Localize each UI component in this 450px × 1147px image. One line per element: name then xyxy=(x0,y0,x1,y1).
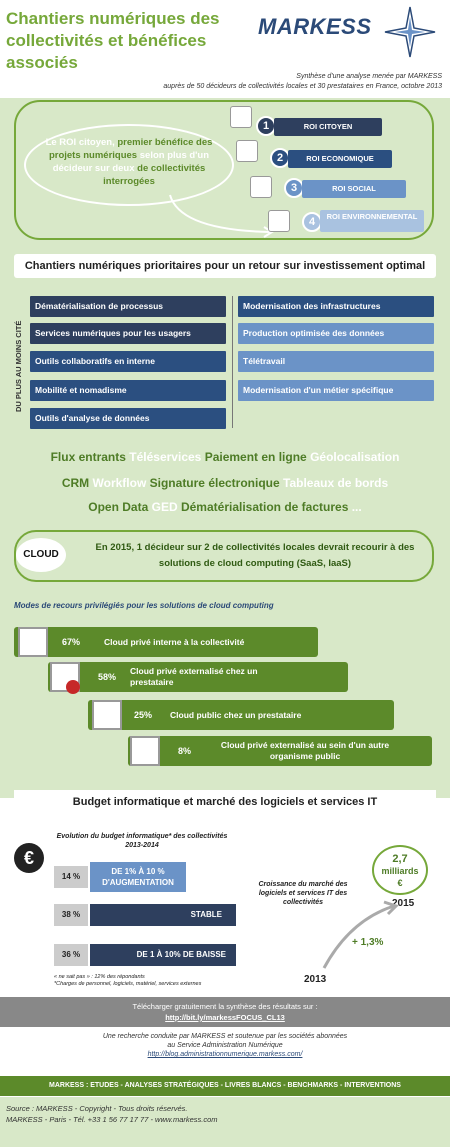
cloud-mode-label-2: Cloud privé externalisé chez un prestataire xyxy=(130,666,258,687)
roi-num-2: 2 xyxy=(270,148,290,168)
roi-social-icon xyxy=(250,176,272,198)
kw-paiement: Paiement en ligne xyxy=(204,450,307,464)
chantier-left-4: Mobilité et nomadisme xyxy=(30,380,226,401)
column-divider xyxy=(232,296,233,428)
budget-evo-title: Evolution du budget informatique* des collectivités 2013-2014 xyxy=(56,833,228,849)
budget-pct-3: 36 % xyxy=(54,944,88,966)
roi-economique-icon xyxy=(236,140,258,162)
ranking-side-label: DU PLUS AU MOINS CITÉ xyxy=(14,320,23,412)
roi-num-1: 1 xyxy=(256,116,276,136)
kw-workflow: Workflow xyxy=(92,476,147,490)
kw-opendata: Open Data xyxy=(88,500,149,514)
kw-ged: GED xyxy=(151,500,178,514)
growth-arrow-icon xyxy=(320,900,400,972)
roi-bar-environnemental: ROI ENVIRONNEMENTAL xyxy=(320,210,424,232)
research-line1: Une recherche conduite par MARKESS et soutenue par les sociétés abonnées xyxy=(102,1033,348,1040)
cloud-mode-label-3: Cloud public chez un prestataire xyxy=(170,710,302,720)
download-link[interactable]: http://bit.ly/markessFOCUS_CL13 xyxy=(165,1013,285,1022)
kw-teleservices: Téléservices xyxy=(129,450,202,464)
no-entry-icon xyxy=(66,680,80,694)
source-line1: Source : MARKESS - Copyright - Tous droits réservés. xyxy=(6,1104,188,1113)
keywords-line-1 xyxy=(10,446,440,468)
roi-bar-economique: ROI ECONOMIQUE xyxy=(288,150,392,168)
kw-ellipsis: ... xyxy=(351,500,362,514)
source-line2: MARKESS - Paris - Tél. +33 1 56 77 17 77 - www.markess.com xyxy=(6,1115,218,1124)
kw-crm: CRM xyxy=(61,476,90,490)
growth-title: Croissance du marché des logiciels et services IT des collectivités xyxy=(258,881,348,906)
cloud-mode-label-4: Cloud privé externalisé au sein d'un autre organisme public xyxy=(220,740,390,761)
cloud-mode-pct-4: 8% xyxy=(178,746,192,756)
chantier-right-4: Modernisation d'un métier spécifique xyxy=(238,380,434,401)
synthese-line1: Synthèse d'une analyse menée par MARKESS xyxy=(296,73,442,80)
chantier-right-1: Modernisation des infrastructures xyxy=(238,296,434,317)
cloud-statement: En 2015, 1 décideur sur 2 de collectivités locales devrait recourir à des solutions de cloud computing (SaaS, IaaS) xyxy=(95,542,415,569)
note-2: *Charges de personnel, logiciels, matériel, services externes xyxy=(54,981,202,987)
research-line2: au Service Administration Numérique xyxy=(167,1042,283,1049)
server-icon xyxy=(92,700,122,730)
kw-signature: Signature électronique xyxy=(149,476,280,490)
growth-rate: + 1,3% xyxy=(352,937,384,948)
budget-bar-3: DE 1 À 10% DE BAISSE xyxy=(90,944,236,966)
euro-icon: € xyxy=(14,843,44,873)
page-title: Chantiers numériques des collectivités et bénéfices associés xyxy=(6,9,220,72)
roi-num-3: 3 xyxy=(284,178,304,198)
cloud-mode-pct-3: 25% xyxy=(134,710,153,720)
roi-bar-citoyen: ROI CITOYEN xyxy=(274,118,382,136)
roi-bar-social: ROI SOCIAL xyxy=(302,180,406,198)
year-start: 2013 xyxy=(304,974,327,985)
chantier-right-3: Télétravail xyxy=(238,351,434,372)
download-text: Télécharger gratuitement la synthèse des résultats sur : xyxy=(132,1002,318,1011)
note-1: « ne sait pas » : 12% des répondants xyxy=(54,974,145,980)
year-end: 2015 xyxy=(392,898,415,909)
keywords-line-3 xyxy=(10,496,440,518)
cloud-mode-pct-2: 58% xyxy=(98,672,117,682)
kw-flux: Flux entrants xyxy=(50,450,126,464)
budget-heading: Budget informatique et marché des logiciels et services IT xyxy=(14,790,436,814)
roi-environnemental-icon xyxy=(268,210,290,232)
star-logo-icon xyxy=(380,2,440,62)
market-currency: € xyxy=(397,878,403,888)
chantier-right-2: Production optimisée des données xyxy=(238,323,434,344)
synthese-note xyxy=(150,72,442,92)
markess-logo: MARKESS xyxy=(258,14,372,39)
keywords-line-2 xyxy=(10,472,440,494)
roi-text-a: Le ROI citoyen, xyxy=(45,137,115,148)
kw-geolocalisation: Géolocalisation xyxy=(310,450,400,464)
chantier-left-2: Services numériques pour les usagers xyxy=(30,323,226,344)
market-value-badge xyxy=(372,845,428,895)
house-icon xyxy=(18,627,48,657)
kw-factures: Dématérialisation de factures xyxy=(180,500,349,514)
kw-tableaux: Tableaux de bords xyxy=(283,476,389,490)
roi-num-4: 4 xyxy=(302,212,322,232)
research-note xyxy=(10,1032,440,1059)
server-flag-icon xyxy=(130,736,160,766)
market-unit: milliards xyxy=(381,866,419,876)
chantier-left-5: Outils d'analyse de données xyxy=(30,408,226,429)
synthese-line2: auprès de 50 décideurs de collectivités locales et 30 prestataires en France, octobre 2013 xyxy=(163,83,442,90)
download-banner xyxy=(0,997,450,1027)
cloud-mode-label-1: Cloud privé interne à la collectivité xyxy=(104,637,245,647)
chantier-left-3: Outils collaboratifs en interne xyxy=(30,351,226,372)
budget-bar-2: STABLE xyxy=(90,904,236,926)
budget-notes xyxy=(54,974,244,988)
roi-text-b: premier bénéfice des projets numériques xyxy=(48,137,213,161)
cloud-badge: CLOUD xyxy=(16,538,66,572)
roi-text-d: de collectivités interrogées xyxy=(103,163,206,187)
roi-statement xyxy=(30,136,228,188)
budget-pct-1: 14 % xyxy=(54,866,88,888)
footer-services-bar: MARKESS : ETUDES - ANALYSES STRATÉGIQUES - LIVRES BLANCS - BENCHMARKS - INTERVENTIONS xyxy=(0,1076,450,1096)
budget-pct-2: 38 % xyxy=(54,904,88,926)
roi-text-c: selon plus d'un décideur sur deux xyxy=(52,150,210,174)
roi-citoyen-icon xyxy=(230,106,252,128)
budget-bar-1: DE 1% À 10 % D'AUGMENTATION xyxy=(90,862,186,892)
chantier-left-1: Dématérialisation de processus xyxy=(30,296,226,317)
blog-link[interactable]: http://blog.administrationnumerique.markess.com/ xyxy=(147,1051,303,1058)
cloud-mode-pct-1: 67% xyxy=(62,637,81,647)
chantiers-heading: Chantiers numériques prioritaires pour un retour sur investissement optimal xyxy=(14,254,436,278)
cloud-modes-heading: Modes de recours privilégiés pour les solutions de cloud computing xyxy=(14,601,274,610)
market-value: 2,7 xyxy=(392,853,408,865)
source-block xyxy=(0,1097,450,1147)
